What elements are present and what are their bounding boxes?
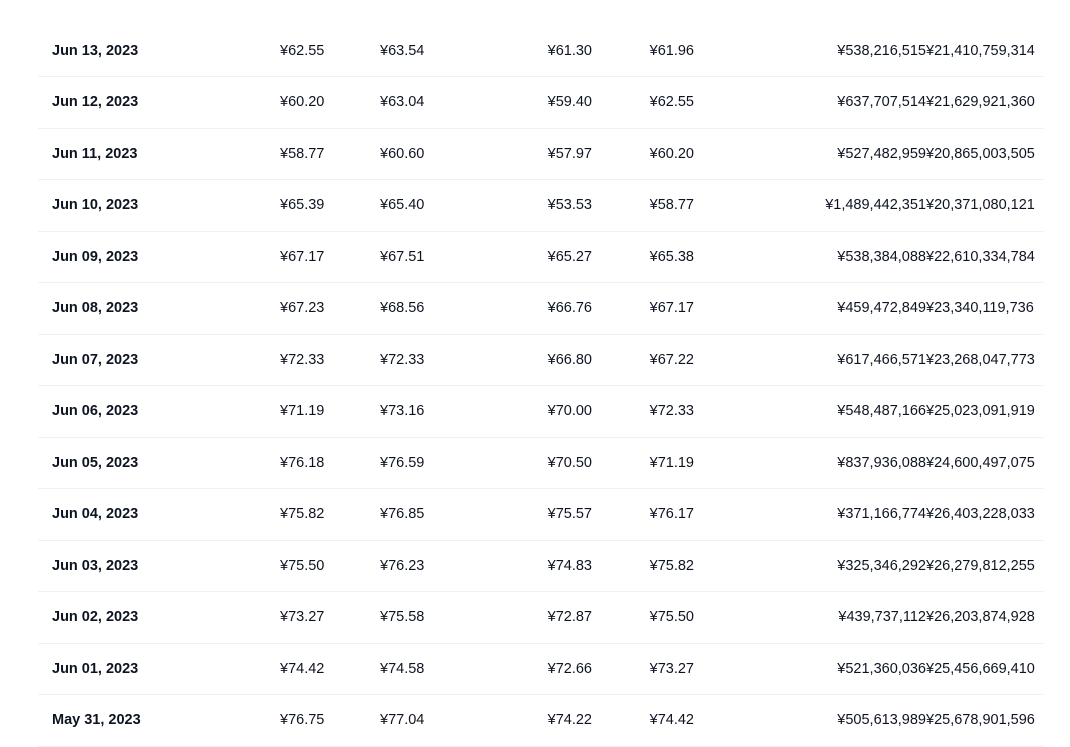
- open-price-cell: ¥75.50: [280, 557, 325, 574]
- low-price-cell: ¥65.27: [547, 248, 592, 265]
- close-price-cell: ¥60.20: [649, 145, 694, 162]
- table-row: [38, 437, 1044, 489]
- low-price-cell: ¥74.83: [547, 557, 592, 574]
- date-cell: Jun 06, 2023: [52, 403, 139, 420]
- close-price-cell: ¥72.33: [649, 403, 694, 420]
- open-price-cell: ¥62.55: [280, 42, 325, 59]
- high-price-cell: ¥73.16: [380, 403, 425, 420]
- table-row: [38, 128, 1044, 180]
- volume-cell: ¥538,384,088: [837, 248, 926, 265]
- volume-cell: ¥521,360,036: [837, 660, 926, 677]
- high-price-cell: ¥74.58: [380, 660, 425, 677]
- market-cap-cell: ¥24,600,497,075: [926, 454, 1035, 471]
- low-price-cell: ¥74.22: [547, 712, 592, 729]
- close-price-cell: ¥75.82: [649, 557, 694, 574]
- volume-cell: ¥325,346,292: [837, 557, 926, 574]
- volume-cell: ¥548,487,166: [837, 403, 926, 420]
- volume-cell: ¥1,489,442,351: [825, 197, 926, 214]
- market-cap-cell: ¥25,678,901,596: [926, 712, 1035, 729]
- table-row: [38, 643, 1044, 695]
- volume-cell: ¥538,216,515: [837, 42, 926, 59]
- high-price-cell: ¥75.58: [380, 609, 425, 626]
- open-price-cell: ¥75.82: [280, 506, 325, 523]
- market-cap-cell: ¥25,456,669,410: [926, 660, 1035, 677]
- market-cap-cell: ¥21,410,759,314: [926, 42, 1035, 59]
- date-cell: Jun 07, 2023: [52, 351, 139, 368]
- table-row: [38, 386, 1044, 438]
- high-price-cell: ¥72.33: [380, 351, 425, 368]
- date-cell: May 31, 2023: [52, 712, 141, 729]
- low-price-cell: ¥53.53: [547, 197, 592, 214]
- volume-cell: ¥527,482,959: [837, 145, 926, 162]
- date-cell: Jun 03, 2023: [52, 557, 139, 574]
- high-price-cell: ¥63.54: [380, 42, 425, 59]
- table-row: [38, 25, 1044, 77]
- close-price-cell: ¥61.96: [649, 42, 694, 59]
- market-cap-cell: ¥23,268,047,773: [926, 351, 1035, 368]
- high-price-cell: ¥63.04: [380, 94, 425, 111]
- low-price-cell: ¥75.57: [547, 506, 592, 523]
- date-cell: Jun 05, 2023: [52, 454, 139, 471]
- volume-cell: ¥637,707,514: [837, 94, 926, 111]
- high-price-cell: ¥76.59: [380, 454, 425, 471]
- close-price-cell: ¥71.19: [649, 454, 694, 471]
- volume-cell: ¥837,936,088: [837, 454, 926, 471]
- close-price-cell: ¥65.38: [649, 248, 694, 265]
- table-row: [38, 231, 1044, 283]
- date-cell: Jun 13, 2023: [52, 42, 139, 59]
- table-row: [38, 180, 1044, 232]
- table-row: [38, 334, 1044, 386]
- date-cell: Jun 04, 2023: [52, 506, 139, 523]
- table-row: [38, 489, 1044, 541]
- table-row: [38, 77, 1044, 129]
- close-price-cell: ¥67.22: [649, 351, 694, 368]
- table-row: [38, 283, 1044, 335]
- low-price-cell: ¥72.87: [547, 609, 592, 626]
- open-price-cell: ¥65.39: [280, 197, 325, 214]
- low-price-cell: ¥70.50: [547, 454, 592, 471]
- high-price-cell: ¥76.23: [380, 557, 425, 574]
- volume-cell: ¥371,166,774: [837, 506, 926, 523]
- close-price-cell: ¥73.27: [649, 660, 694, 677]
- open-price-cell: ¥74.42: [280, 660, 325, 677]
- high-price-cell: ¥76.85: [380, 506, 425, 523]
- market-cap-cell: ¥22,610,334,784: [926, 248, 1035, 265]
- close-price-cell: ¥67.17: [649, 300, 694, 317]
- close-price-cell: ¥74.42: [649, 712, 694, 729]
- volume-cell: ¥459,472,849: [837, 300, 926, 317]
- high-price-cell: ¥65.40: [380, 197, 425, 214]
- table-row: [38, 695, 1044, 747]
- market-cap-cell: ¥23,340,119,736: [926, 300, 1034, 317]
- low-price-cell: ¥66.80: [547, 351, 592, 368]
- market-cap-cell: ¥26,403,228,033: [926, 506, 1035, 523]
- low-price-cell: ¥59.40: [547, 94, 592, 111]
- close-price-cell: ¥62.55: [649, 94, 694, 111]
- open-price-cell: ¥76.75: [280, 712, 325, 729]
- low-price-cell: ¥70.00: [547, 403, 592, 420]
- table-body: [38, 25, 1044, 746]
- volume-cell: ¥617,466,571: [837, 351, 926, 368]
- date-cell: Jun 12, 2023: [52, 94, 139, 111]
- open-price-cell: ¥71.19: [280, 403, 325, 420]
- close-price-cell: ¥58.77: [649, 197, 694, 214]
- open-price-cell: ¥73.27: [280, 609, 325, 626]
- date-cell: Jun 10, 2023: [52, 197, 139, 214]
- market-cap-cell: ¥20,865,003,505: [926, 145, 1035, 162]
- market-cap-cell: ¥26,203,874,928: [926, 609, 1035, 626]
- open-price-cell: ¥67.23: [280, 300, 325, 317]
- close-price-cell: ¥76.17: [649, 506, 694, 523]
- market-cap-cell: ¥25,023,091,919: [926, 403, 1035, 420]
- low-price-cell: ¥66.76: [547, 300, 592, 317]
- table-row: [38, 592, 1044, 644]
- volume-cell: ¥505,613,989: [837, 712, 926, 729]
- open-price-cell: ¥60.20: [280, 94, 325, 111]
- close-price-cell: ¥75.50: [649, 609, 694, 626]
- date-cell: Jun 01, 2023: [52, 660, 139, 677]
- market-cap-cell: ¥26,279,812,255: [926, 557, 1035, 574]
- high-price-cell: ¥68.56: [380, 300, 425, 317]
- price-table: [38, 25, 1044, 747]
- date-cell: Jun 02, 2023: [52, 609, 139, 626]
- open-price-cell: ¥67.17: [280, 248, 325, 265]
- market-cap-cell: ¥20,371,080,121: [926, 197, 1035, 214]
- volume-cell: ¥439,737,112: [838, 609, 926, 626]
- open-price-cell: ¥72.33: [280, 351, 325, 368]
- date-cell: Jun 11, 2023: [52, 145, 138, 162]
- high-price-cell: ¥77.04: [380, 712, 425, 729]
- open-price-cell: ¥58.77: [280, 145, 325, 162]
- date-cell: Jun 09, 2023: [52, 248, 139, 265]
- high-price-cell: ¥67.51: [380, 248, 425, 265]
- market-cap-cell: ¥21,629,921,360: [926, 94, 1035, 111]
- table-row: [38, 540, 1044, 592]
- low-price-cell: ¥57.97: [547, 145, 592, 162]
- date-cell: Jun 08, 2023: [52, 300, 139, 317]
- open-price-cell: ¥76.18: [280, 454, 325, 471]
- low-price-cell: ¥72.66: [547, 660, 592, 677]
- low-price-cell: ¥61.30: [547, 42, 592, 59]
- historical-data-table: [38, 25, 1044, 747]
- high-price-cell: ¥60.60: [380, 145, 425, 162]
